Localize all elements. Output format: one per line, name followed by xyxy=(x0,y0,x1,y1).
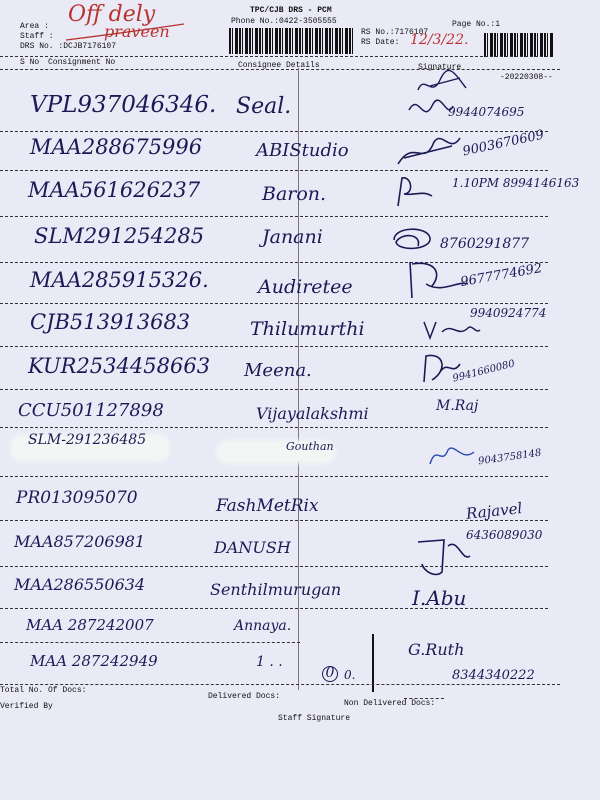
row-divider xyxy=(0,131,548,132)
signature-phone: 8344340222 xyxy=(452,668,535,683)
consignee-name: Meena. xyxy=(244,360,312,381)
row-divider xyxy=(0,476,548,477)
row-divider xyxy=(0,608,548,609)
row-divider xyxy=(0,389,548,390)
signature-scribble xyxy=(388,222,438,258)
row-divider xyxy=(0,346,548,347)
signature-scribble xyxy=(402,254,472,302)
consignment-no: MAA285915326. xyxy=(30,268,209,292)
consignee-name: Thilumurthi xyxy=(250,318,365,340)
rs-number: RS No.:7176107 xyxy=(361,28,429,37)
non-delivered-docs: Non Delivered Docs: xyxy=(344,699,436,708)
date-stamp: -20220308-- xyxy=(500,73,553,82)
consignment-no: KUR2534458663 xyxy=(28,354,211,378)
circled-mark: 0 xyxy=(322,666,338,682)
signature-name: M.Raj xyxy=(436,398,479,414)
consignment-no: VPL937046346. xyxy=(30,92,217,118)
document-title: TPC/CJB DRS - PCM xyxy=(250,6,332,15)
signature-phone: 1.10PM 8994146163 xyxy=(452,176,580,190)
staff-signature: Staff Signature xyxy=(278,714,351,723)
column-header-divider xyxy=(0,69,560,70)
drs-number: DRS No. :DCJB7176107 xyxy=(20,42,117,51)
mark-trailing: 0. xyxy=(344,668,356,682)
row-divider xyxy=(0,566,548,567)
area-label: Area : xyxy=(20,22,49,31)
signature-scribble xyxy=(414,532,474,578)
marks: 1 . . xyxy=(256,654,283,670)
consignment-no: SLM291254285 xyxy=(34,224,205,248)
consignment-no: MAA286550634 xyxy=(14,575,146,594)
consignee-name: Janani xyxy=(262,226,323,248)
row-divider xyxy=(0,427,548,428)
row-divider xyxy=(0,520,548,521)
rs-date-handwritten: 12/3/22. xyxy=(410,32,469,48)
consignment-no: MAA857206981 xyxy=(14,532,146,551)
rs-date-label: RS Date: xyxy=(361,38,400,47)
signature-phone: 6436089030 xyxy=(466,528,543,542)
consignee-name: Audiretee xyxy=(258,276,353,298)
consignee-name: DANUSH xyxy=(214,538,291,557)
handwritten-note-line2: praveen xyxy=(104,22,170,41)
consignment-no: PR013095070 xyxy=(16,488,138,508)
handwritten-note-underline xyxy=(60,2,190,44)
consignee-name: Annaya. xyxy=(234,618,292,634)
signature-name: Rajavel xyxy=(465,499,524,523)
signature-name: I.Abu xyxy=(412,586,467,610)
signature-phone: 9043758148 xyxy=(477,447,543,468)
total-docs: Total No. Of Docs: xyxy=(0,686,87,695)
consignment-no: MAA288675996 xyxy=(30,135,203,159)
consignment-no: CCU501127898 xyxy=(18,400,164,421)
consignment-no: MAA 287242949 xyxy=(30,652,158,670)
consignee-name: Baron. xyxy=(262,183,327,205)
col-consignee: Consignee Details xyxy=(238,61,320,70)
consignment-no: MAA 287242007 xyxy=(26,616,154,634)
phone-number: Phone No.:0422-3505555 xyxy=(231,17,337,26)
handwritten-note-line1: Off dely xyxy=(68,2,156,27)
signature-phone: 9944074695 xyxy=(448,105,525,119)
consignment-no: MAA561626237 xyxy=(28,178,201,202)
non-delivered-underline xyxy=(404,698,444,699)
row-divider xyxy=(0,216,548,217)
consignee-name: Vijayalakshmi xyxy=(256,404,369,423)
consignee-name: Seal. xyxy=(236,94,292,119)
barcode-page xyxy=(484,33,554,57)
signature-phone: 9940924774 xyxy=(470,306,547,320)
barcode-main xyxy=(229,28,353,54)
delivered-docs: Delivered Docs: xyxy=(208,692,281,701)
footer-divider xyxy=(0,684,560,685)
signature-scribble xyxy=(422,318,482,342)
consignee-name: ABIStudio xyxy=(256,140,349,161)
signature-phone: 9003670609 xyxy=(461,127,546,160)
signature-scribble xyxy=(392,172,438,212)
row-divider xyxy=(0,642,300,643)
signature-phone: 9941660080 xyxy=(451,358,517,385)
header-divider xyxy=(0,56,548,57)
col-sno: S No xyxy=(20,58,40,67)
consignee-name: Senthilmurugan xyxy=(210,580,342,599)
consignment-no: SLM-291236485 xyxy=(28,432,147,448)
col-consignment: Consignment No xyxy=(48,58,116,67)
signature-scribble xyxy=(405,90,455,130)
row-divider xyxy=(0,170,548,171)
col-signature: Signature xyxy=(418,63,462,72)
signature-scribble xyxy=(426,440,482,470)
page-number: Page No.:1 xyxy=(452,20,501,29)
signature-scribble xyxy=(394,128,464,172)
staff-label: Staff : xyxy=(20,32,54,41)
signature-scribble xyxy=(418,350,468,386)
row-divider xyxy=(0,303,548,304)
signature-name: G.Ruth xyxy=(408,640,465,659)
signature-phone: 9677774692 xyxy=(459,260,544,291)
verified-by: Verified By xyxy=(0,702,53,711)
signature-phone: 8760291877 xyxy=(440,236,530,252)
consignment-no: CJB513913683 xyxy=(30,310,191,334)
consignee-name: FashMetRix xyxy=(216,496,319,516)
consignee-name: Gouthan xyxy=(286,440,334,453)
